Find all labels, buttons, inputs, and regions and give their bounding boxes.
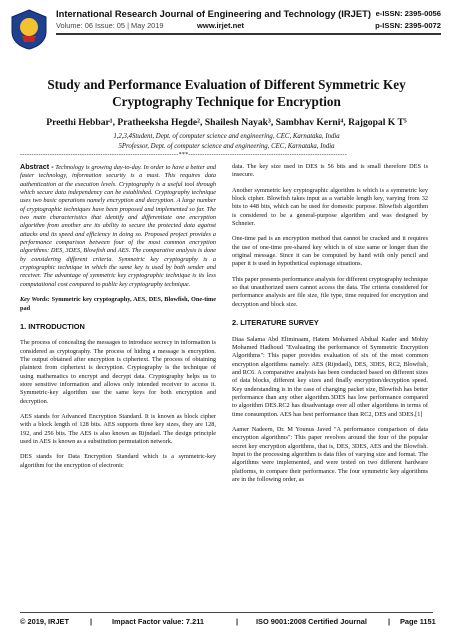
journal-name: International Research Journal of Engineering and Technology (IRJET) [56, 8, 371, 19]
des-paragraph: data. The key size used in DES is 56 bits and is small therefore DES is insecure. [232, 163, 428, 179]
abstract-text: Technology is growing day-to-day. In order to have a better and faster technology, information security is a must. This requires data authentication at the execution levels. Cryptography is a useful tool through which secure data independency can be established. Cryptography technique uses two basic operations namely encryption and decryption. A large number of cryptographic techniques have been proposed and implemented so far. The two main characteristics that identify and differentiate one encryption algorithm from another are its ability to secure the protected data against attacks and its speed and efficiency in doing so. Proposed project provides a performance comparison between four of the most common encryption algorithms: DES, 3DES, Blowfish and AES. The comparative analysis is done by considering different criteria. Symmetric key cryptography is a cryptographic technique in which the same key is used by both sender and receiver. The advantage of symmetric key cryptographic technique is its less computational cost compared to public key cryptography technique. [20, 164, 216, 288]
keywords-paragraph [20, 296, 216, 313]
separator-line: ---------------------------------------------------------------------***--------------------------------------------------------------------- [20, 152, 348, 158]
header-rule [56, 33, 441, 35]
footer-impact-factor: Impact Factor value: 7.211 [112, 617, 205, 626]
blowfish-paragraph: Another symmetric key cryptographic algorithm is which is a symmetric key block cipher. Blowfish takes input as a variable length key, varying from 32 bits to 448 bits, which can be used for domestic purpose. Blowfish algorithm is considered to be a general-purpose algorithm and was designed by Schneier. [232, 186, 428, 228]
keywords-text: Symmetric key cryptography, AES, DES, Blowfish, One-time pad [20, 296, 216, 312]
footer-rule [20, 612, 433, 613]
affiliation-students: 1,2,3,4Student, Dept. of computer science and engineering, CEC, Karnataka, India [113, 133, 340, 140]
footer-page-number: Page 1151 [400, 617, 436, 626]
eissn: e-ISSN: 2395-0056 [375, 9, 441, 18]
one-time-pad-paragraph: One-time pad is an encryption method that cannot be cracked and it requires the use of one-time pre-shared key which is of size same or longer than the original message. Since it can be computed by hand with only pencil and paper it is used in hypothetical espionage situations. [232, 235, 428, 268]
section-heading-introduction: 1. INTRODUCTION [20, 321, 85, 331]
affiliation-professor: 5Professor, Dept. of computer science and engineering, CEC, Karnataka, India [118, 143, 335, 150]
footer-divider: | [236, 617, 239, 626]
abstract-label: Abstract - [20, 162, 54, 171]
intro-paragraph-1: The process of concealing the messages to introduce secrecy in information is considered as cryptography. The process of hiding a message is encryption. The output obtained after encryption is ciphertext. The process of obtaining plaintext from ciphertext is decryption. Cryptography is the technique of using mathematics to encrypt and decrypt data. Cryptography helps us to store sensitive information and allows only intended receiver to access it. Symmetric-key algorithm use the same keys for both encryption and decryption. [20, 339, 216, 405]
footer-copyright: © 2019, IRJET [20, 617, 69, 626]
author-list: Preethi Hebbar¹, Pratheeksha Hegde², Shailesh Nayak³, Sambhav Kerni⁴, Rajgopal K T⁵ [46, 117, 407, 128]
footer-divider: | [90, 617, 93, 626]
keywords-label: Key Words: [20, 296, 50, 304]
intro-paragraph-3: DES stands for Data Encryption Standard which is a symmetric-key algorithm for the encryption of electronic [20, 453, 216, 469]
left-column [20, 163, 216, 477]
abstract-paragraph [20, 163, 216, 289]
irjet-logo-icon [10, 8, 48, 50]
intro-paragraph-2: AES stands for Advanced Encryption Standard. It is known as block cipher with a block length of 128 bits. AES supports three key sizes, they are 128, 192, and 256 bits. The AES is also known as Rijndael. The design principle used in AES is known as a substitution permutation network. [20, 412, 216, 445]
pissn: p-ISSN: 2395-0072 [375, 21, 441, 30]
footer-divider: | [388, 617, 391, 626]
journal-url[interactable]: www.irjet.net [197, 21, 244, 30]
journal-header [0, 0, 453, 62]
volume-issue: Volume: 06 Issue: 05 | May 2019 [56, 21, 164, 30]
section-heading-literature-survey: 2. LITERATURE SURVEY [232, 318, 319, 328]
literature-paragraph-1: Diaa Salama Abd Eliminaam, Hatem Mohamed Abdual Kader and Mohiy Mohamed Hadhoud "Evaluating the performance of Symmetric Encryption Algorithms": This paper provides evaluation of six of the most common encryption algorithms namely: AES (Rijndael), DES, 3DES, RC2, Blowfish, and RC6. A comparative analysis has been conducted based on different sizes of data blocks, different key sizes and finally encryption/decryption speed. Key understanding is in the case of changing packet size, Blowfish has better performance than any other algorithm.3DES has low performance compared to algorithm DES.RC2 has disadvantage over all other algorithms in terms of time consumption. AES has best performance than RC2, DES and 3DES.[1] [232, 335, 428, 418]
paper-title: Study and Performance Evaluation of Different Symmetric Key Cryptography Technique for Encryption [47, 77, 406, 109]
right-column [232, 163, 428, 491]
literature-paragraph-2: Aamer Nadeem, Dr. M Younus Javed "A performance comparison of data encryption algorithms": This paper revolves around the four of the popular secret key encryption algorithms, that is, DES, 3DES, AES and the Blowfish. Input to the processing algorithm is data files of varying size and format. The algorithms were implemented, and were tested on two different hardware platforms, to compare their performance. The four symmetric key algorithms are in the following order, as [232, 425, 428, 483]
paper-scope-paragraph: This paper presents performance analysis for different cryptography technique so that unauthorized users cannot access the data. The criteria considered for performance analysis are file size, file type, time required for encryption and decryption and block size. [232, 275, 428, 308]
footer-iso: ISO 9001:2008 Certified Journal [256, 617, 367, 626]
